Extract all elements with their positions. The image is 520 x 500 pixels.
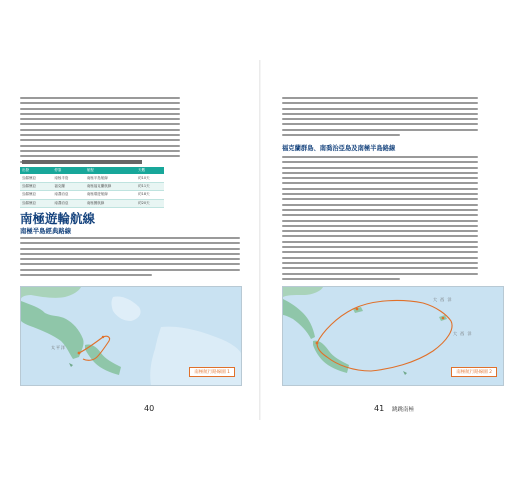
table-row xyxy=(20,191,164,199)
table-cell: 約10天 xyxy=(136,174,164,182)
section-subtitle: 南極半島經典路線 xyxy=(20,227,72,235)
right-page-body-text xyxy=(282,156,478,283)
right-page-top-text xyxy=(282,97,478,139)
route-table xyxy=(20,167,164,208)
left-page-intro-text xyxy=(20,97,180,166)
ocean-label: 大 西 洋 xyxy=(453,331,473,336)
table-cell: 約11天 xyxy=(136,182,164,190)
table-header-cell: 航程 xyxy=(85,167,136,174)
table-cell: 約18天 xyxy=(136,191,164,199)
running-head: 跳跳南極 xyxy=(392,407,415,413)
page-number: 40 xyxy=(144,404,155,413)
table-cell: 烏蘇懷亞 xyxy=(20,182,52,190)
table-header-cell: 天數 xyxy=(136,167,164,174)
table-cell: 南極半島航線 xyxy=(85,174,136,182)
page-number: 41 xyxy=(374,404,385,413)
table-cell: 南喬治亞 xyxy=(52,191,84,199)
table-cell: 烏蘇懷亞 xyxy=(20,174,52,182)
table-cell: 福克蘭 xyxy=(52,182,84,190)
section-title: 南極遊輪航線 xyxy=(20,211,96,226)
table-header-cell: 停靠 xyxy=(52,167,84,174)
route-map-left xyxy=(20,286,242,386)
table-title xyxy=(22,160,142,164)
table-cell: 南極福克蘭航線 xyxy=(85,182,136,190)
table-header-row xyxy=(20,167,164,174)
table-cell: 烏蘇懷亞 xyxy=(20,191,52,199)
map-caption: 南極航行路線圖 2 xyxy=(451,367,497,377)
table-cell: 南極環遊航線 xyxy=(85,191,136,199)
ocean-label: 太平洋 xyxy=(51,345,66,350)
map-caption: 南極航行路線圖 1 xyxy=(189,367,235,377)
table-cell: 南喬治亞 xyxy=(52,199,84,207)
ocean-label: 大 西 洋 xyxy=(433,297,453,302)
table-row xyxy=(20,199,164,207)
table-cell: 烏蘇懷亞 xyxy=(20,199,52,207)
right-page xyxy=(260,0,520,500)
table-row xyxy=(20,182,164,190)
route-map-right xyxy=(282,286,504,386)
table-cell: 南極圈航線 xyxy=(85,199,136,207)
left-page-body-text xyxy=(20,237,240,279)
table-cell: 南極半島 xyxy=(52,174,84,182)
table-row xyxy=(20,174,164,182)
section-heading: 福克蘭群島、南喬治亞島及南極半島路線 xyxy=(282,145,396,152)
table-cell: 約20天 xyxy=(136,199,164,207)
table-header-cell: 出發 xyxy=(20,167,52,174)
